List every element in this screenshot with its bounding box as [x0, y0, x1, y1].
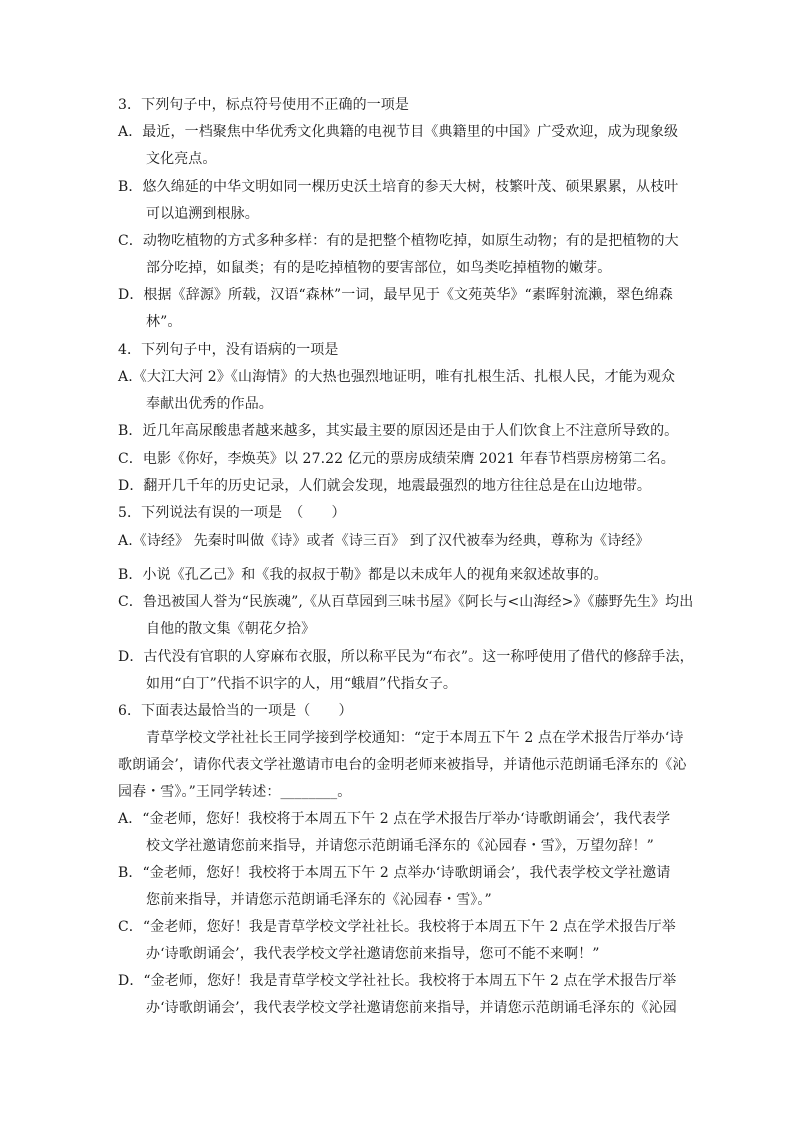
q5-option-c-cont: 自他的散文集《朝花夕拾》 — [146, 621, 316, 637]
q4-option-d: D．翻开几千年的历史记录，人们就会发现，地震最强烈的地方往往总是在山边地带。 — [118, 478, 652, 494]
q6-option-c-cont: 办‘诗歌朗诵会’，我代表学校文学社邀请您前来指导，您可不能不来啊！” — [146, 946, 600, 962]
q3-option-d: D．根据《辞源》所载，汉语“森林”一词，最早见于《文苑英华》“素晖射流濑，翠色绵森 — [118, 287, 673, 303]
q6-passage-line-1: 青草学校文学社社长王同学接到学校通知：“定于本周五下午 2 点在学术报告厅举办‘诗 — [146, 730, 684, 746]
q4-option-b: B．近几年高尿酸患者越来越多，其实最主要的原因还是由于人们饮食上不注意所导致的。 — [118, 423, 679, 439]
q5-option-d-cont: 如用“白丁”代指不识字的人，用“蛾眉”代指女子。 — [146, 676, 458, 692]
q3-option-b: B．悠久绵延的中华文明如同一棵历史沃土培育的参天大树，枝繁叶茂、硕果累累，从枝叶 — [118, 179, 679, 195]
q6-option-a-cont: 校文学社邀请您前来指导，并请您示范朗诵毛泽东的《沁园春・雪》，万望勿辞！” — [146, 838, 654, 854]
q6-option-b: B．“金老师，您好！我校将于本周五下午 2 点举办‘诗歌朗诵会’，我代表学校文学社邀请 — [118, 865, 671, 881]
q6-option-d: D．“金老师，您好！我是青草学校文学社社长。我校将于本周五下午 2 点在学术报告厅举 — [118, 973, 677, 989]
q6-option-d-cont: 办‘诗歌朗诵会’，我代表学校文学社邀请您前来指导，并请您示范朗诵毛泽东的《沁园 — [146, 1000, 677, 1016]
question-4-stem: 4．下列句子中，没有语病的一项是 — [118, 342, 339, 358]
q3-option-b-cont: 可以追溯到根脉。 — [146, 206, 259, 222]
q3-option-c: C．动物吃植物的方式多种多样：有的是把整个植物吃掉，如原生动物；有的是把植物的大 — [118, 233, 679, 249]
q6-passage-line-3: 园春・雪》。”王同学转述：________。 — [118, 784, 352, 800]
q6-passage-line-2: 歌朗诵会’，请你代表文学社邀请市电台的金明老师来被指导，并请他示范朗诵毛泽东的《沁 — [118, 757, 687, 773]
q4-option-a: A.《大江大河 2》《山海情》的大热也强烈地证明，唯有扎根生活、扎根人民，才能为观众 — [118, 369, 676, 385]
q6-option-a: A．“金老师，您好！我校将于本周五下午 2 点在学术报告厅举办‘诗歌朗诵会’，我代表学 — [118, 811, 671, 827]
q6-option-b-cont: 您前来指导，并请您示范朗诵毛泽东的《沁园春・雪》。” — [146, 892, 492, 908]
question-6-stem: 6．下面表达最恰当的一项是（ ） — [118, 703, 353, 719]
q5-option-d: D．古代没有官职的人穿麻布衣服，所以称平民为“布衣”。这一称呼使用了借代的修辞手法， — [118, 649, 694, 665]
q3-option-a: A．最近，一档聚焦中华优秀文化典籍的电视节目《典籍里的中国》广受欢迎，成为现象级 — [118, 124, 679, 140]
q3-option-a-cont: 文化亮点。 — [146, 151, 217, 167]
q4-option-a-cont: 奉献出优秀的作品。 — [146, 396, 273, 412]
q3-option-c-cont: 部分吃掉，如鼠类；有的是吃掉植物的要害部位，如鸟类吃掉植物的嫩芽。 — [146, 260, 612, 276]
q6-option-c: C．“金老师，您好！我是青草学校文学社社长。我校将于本周五下午 2 点在学术报告厅举 — [118, 919, 676, 935]
q4-option-c: C．电影《你好，李焕英》以 27.22 亿元的票房成绩荣膺 2021 年春节档票房榜第二名。 — [118, 451, 675, 467]
q5-option-b: B．小说《孔乙己》和《我的叔叔于勒》都是以未成年人的视角来叙述故事的。 — [118, 567, 608, 583]
q5-option-c: C．鲁迅被国人誉为“民族魂”,《从百草园到三味书屋》《阿长与<山海经>》《藤野先生》均出 — [118, 594, 694, 610]
q3-option-d-cont: 林”。 — [146, 314, 182, 330]
question-5-stem: 5．下列说法有误的一项是 （ ） — [118, 505, 346, 521]
q5-option-a: A.《诗经》 先秦时叫做《诗》或者《诗三百》 到了汉代被奉为经典，尊称为《诗经》 — [118, 533, 650, 549]
question-3-stem: 3．下列句子中，标点符号使用不正确的一项是 — [118, 97, 410, 113]
